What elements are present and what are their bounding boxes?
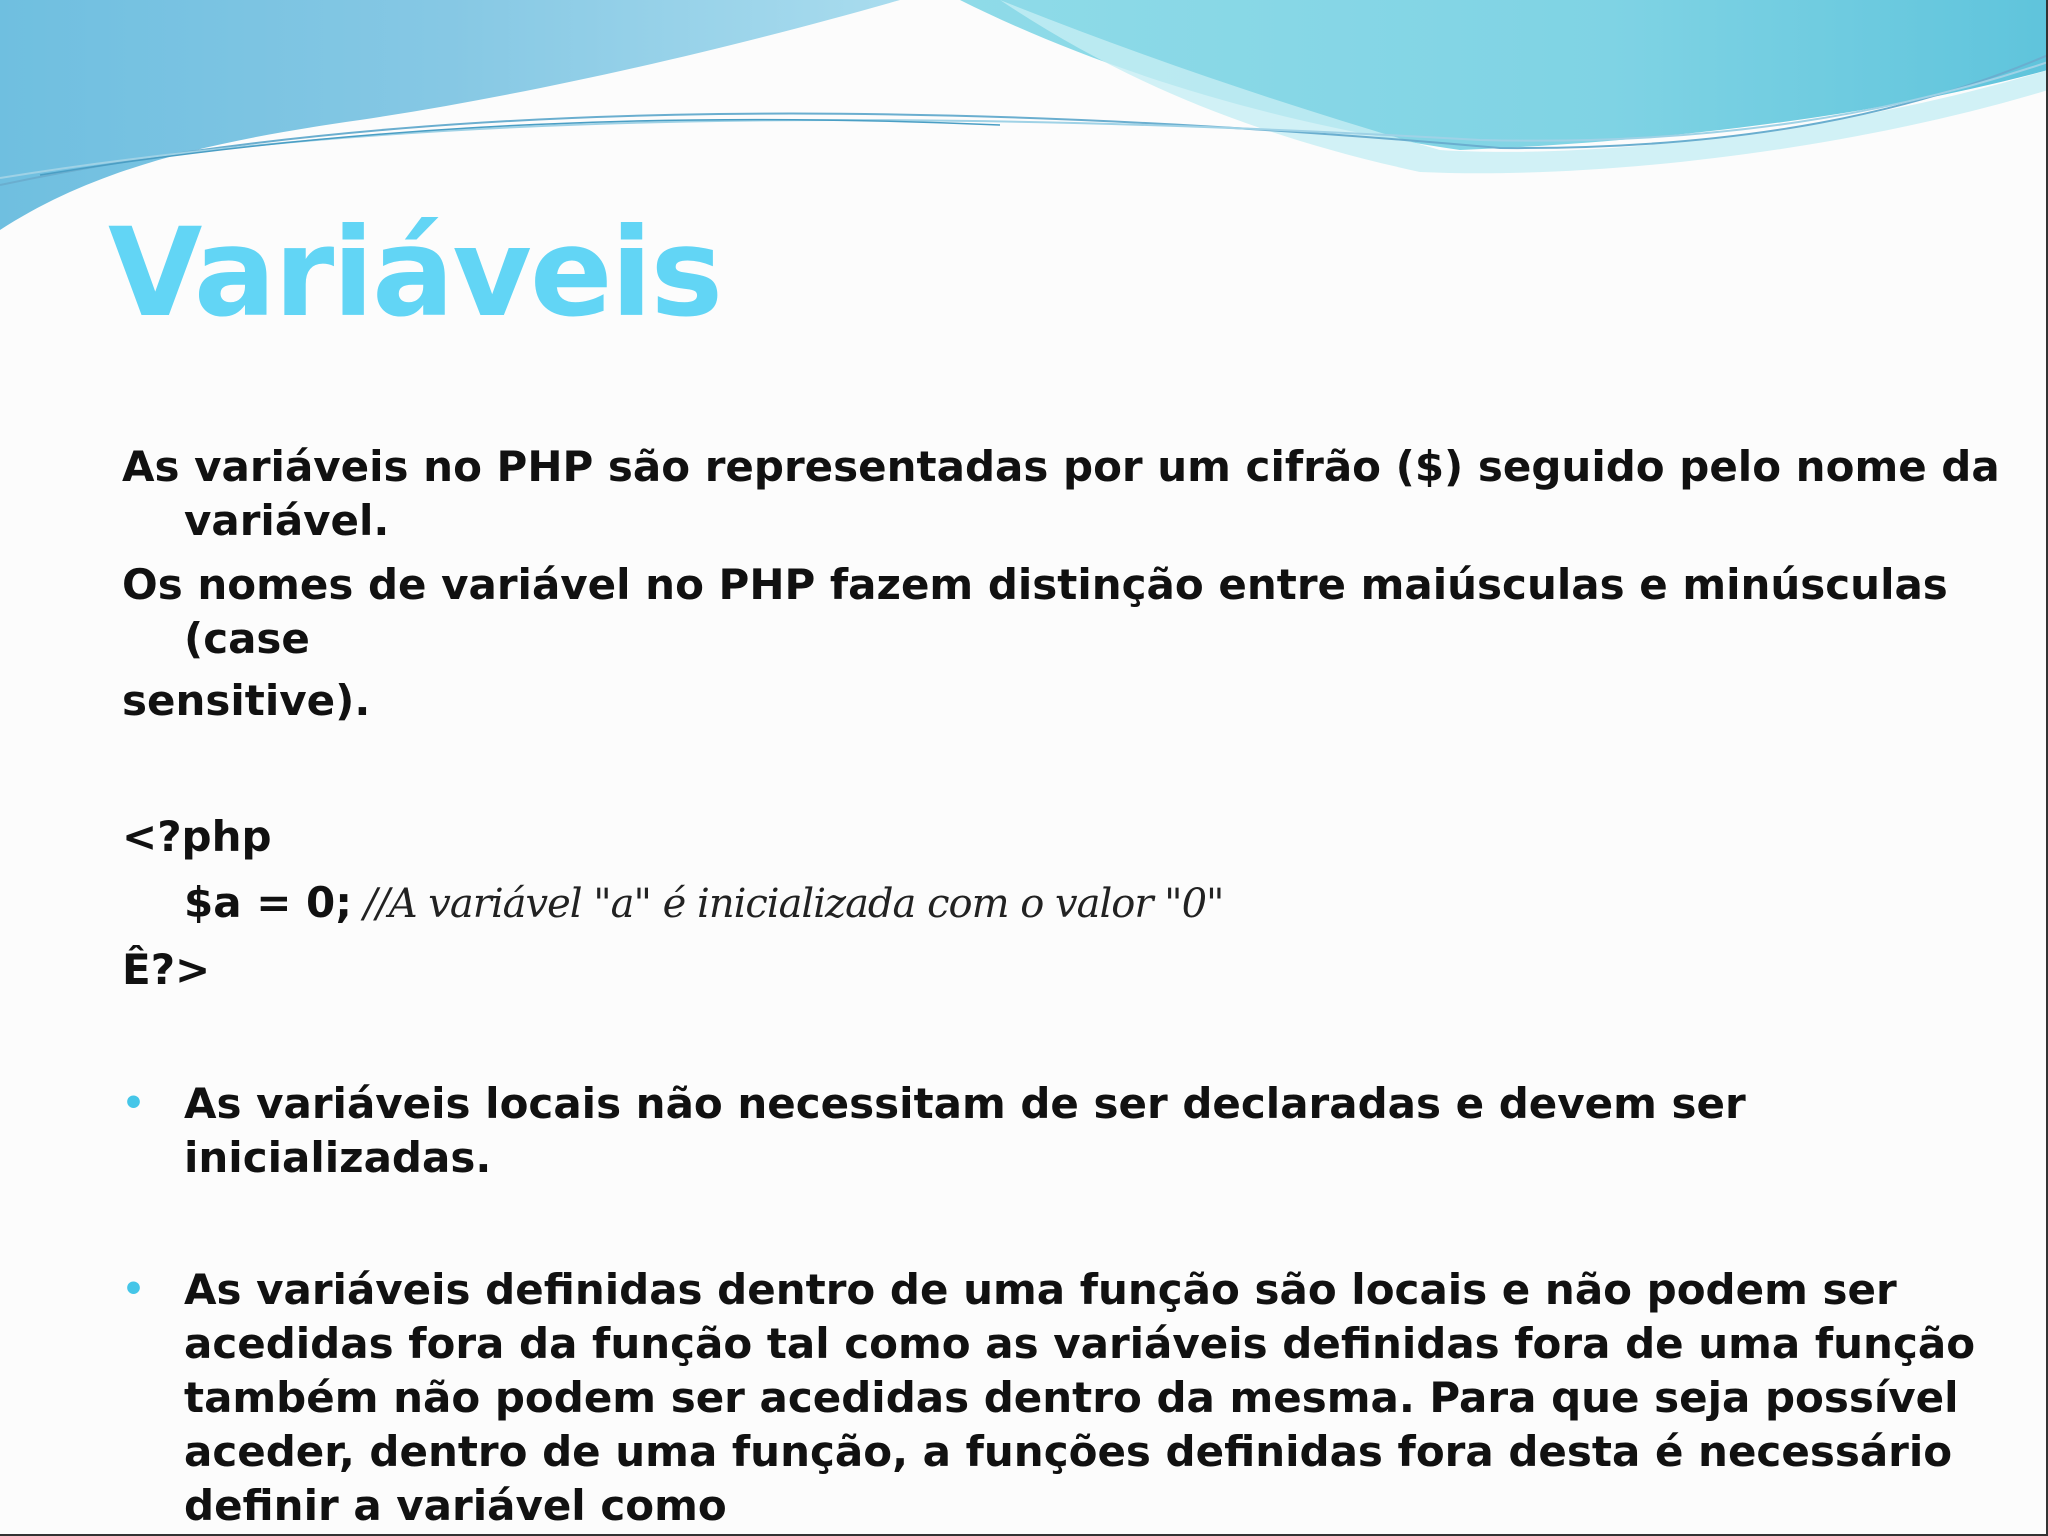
bullet-text: As variáveis definidas dentro de uma função são locais e não podem ser acedidas fora da função tal como as variáveis definidas fora de uma função também não podem ser acedidas dentro da mesma. Para que seja possível aceder, dentro de uma função, a funções definidas fora desta é necessário definir a variável como xyxy=(184,1265,1976,1530)
code-open-tag: <?php xyxy=(122,812,272,861)
paragraph-case-sensitivity-continued: sensitive). xyxy=(122,676,371,725)
paragraph-variable-definition: As variáveis no PHP são representadas por um cifrão ($) seguido pelo nome da variável. xyxy=(122,442,2000,545)
bullet-text: As variáveis locais não necessitam de ser declaradas e devem ser inicializadas. xyxy=(184,1079,1746,1182)
bullet-item-local-variables xyxy=(122,1077,2002,1185)
bullet-dot-icon: • xyxy=(122,1083,146,1124)
bullet-item-function-scope xyxy=(122,1263,2002,1533)
paragraph-case-sensitivity: Os nomes de variável no PHP fazem distinção entre maiúsculas e minúsculas (case xyxy=(122,560,1948,663)
code-assignment-line xyxy=(184,876,2002,931)
code-assignment: $a = 0; xyxy=(184,878,353,927)
slide-title: Variáveis xyxy=(108,202,722,344)
slide-body xyxy=(122,440,2002,1533)
code-comment: //A variável "a" é inicializada com o valor "0" xyxy=(352,881,1224,927)
code-example xyxy=(122,810,2002,997)
code-close-tag: Ê?> xyxy=(122,945,211,994)
bullet-dot-icon: • xyxy=(122,1269,146,1310)
